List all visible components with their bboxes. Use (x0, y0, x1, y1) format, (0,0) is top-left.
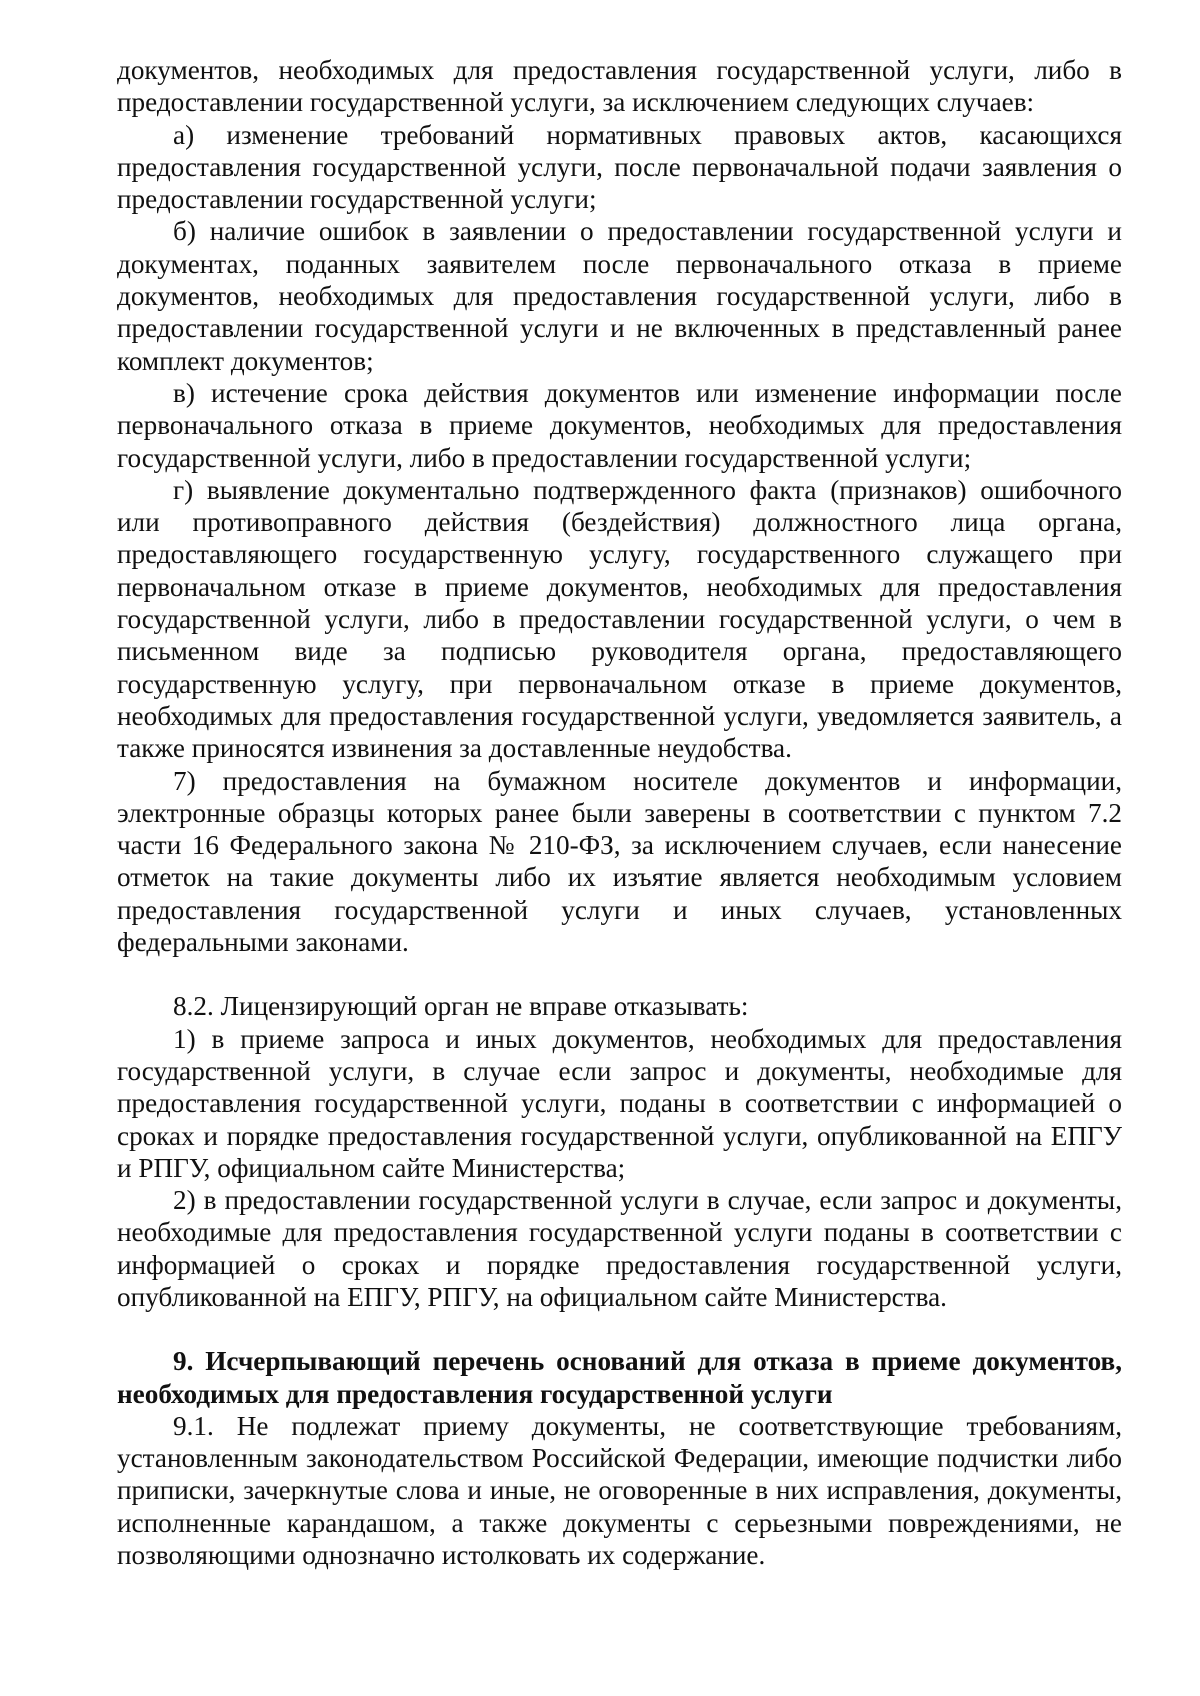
paragraph-spacer (117, 1313, 1122, 1345)
section-heading: 9. Исчерпывающий перечень оснований для отказа в приеме документов, необходимых для предоставления государственной услуги (117, 1346, 1122, 1409)
paragraph-continuation: документов, необходимых для предоставления государственной услуги, либо в предоставлении государственной услуги, за исключением следующих случаев: (117, 55, 1122, 118)
paragraph-item-1: 1) в приеме запроса и иных документов, необходимых для предоставления государственной услуги, в случае если запрос и документы, необходимые для предоставления государственной услуги, поданы в соответствии с информацией о сроках и порядке предоставления государственной услуги, опубликованной на ЕПГУ и РПГУ, официальном сайте Министерства; (117, 1023, 1122, 1183)
paragraph-item-b: б) наличие ошибок в заявлении о предоставлении государственной услуги и документах, поданных заявителем после первоначального отказа в приеме документов, необходимых для предоставления государственной услуги, либо в предоставлении государственной услуги и не включенных в представленный ранее комплект документов; (117, 216, 1122, 376)
paragraph-section-8-2: 8.2. Лицензирующий орган не вправе отказывать: (173, 991, 749, 1022)
paragraph-item-v: в) истечение срока действия документов или изменение информации после первоначального отказа в приеме документов, необходимых для предоставления государственной услуги, либо в предоставлении государственной услуги; (117, 377, 1122, 473)
paragraph-item-a: а) изменение требований нормативных правовых актов, касающихся предоставления государственной услуги, после первоначальной подачи заявления о предоставлении государственной услуги; (117, 119, 1122, 215)
paragraph-spacer (117, 958, 1122, 990)
paragraph-item-g: г) выявление документально подтвержденного факта (признаков) ошибочного или противоправного действия (бездействия) должностного лица органа, предоставляющего государственную услугу, государственного служащего при первоначальном отказе в приеме документов, необходимых для предоставления государственной услуги, либо в предоставлении государственной услуги, о чем в письменном виде за подписью руководителя органа, предоставляющего государственную услугу, при первоначальном отказе в приеме документов, необходимых для предоставления государственной услуги, уведомляется заявитель, а также приносятся извинения за доставленные неудобства. (117, 474, 1122, 764)
paragraph-item-7: 7) предоставления на бумажном носителе документов и информации, электронные образцы которых ранее были заверены в соответствии с пунктом 7.2 части 16 Федерального закона № 210-ФЗ, за исключением случаев, если нанесение отметок на такие документы либо их изъятие является необходимым условием предоставления государственной услуги и иных случаев, установленных федеральными законами. (117, 765, 1122, 958)
document-page (117, 54, 1122, 1571)
paragraph-section-9-1: 9.1. Не подлежат приему документы, не соответствующие требованиям, установленным законодательством Российской Федерации, имеющие подчистки либо приписки, зачеркнутые слова и иные, не оговоренные в них исправления, документы, исполненные карандашом, а также документы с серьезными повреждениями, не позволяющими однозначно истолковать их содержание. (117, 1410, 1122, 1571)
paragraph-item-2: 2) в предоставлении государственной услуги в случае, если запрос и документы, необходимые для предоставления государственной услуги поданы в соответствии с информацией о сроках и порядке предоставления государственной услуги, опубликованной на ЕПГУ, РПГУ, на официальном сайте Министерства. (117, 1185, 1122, 1312)
